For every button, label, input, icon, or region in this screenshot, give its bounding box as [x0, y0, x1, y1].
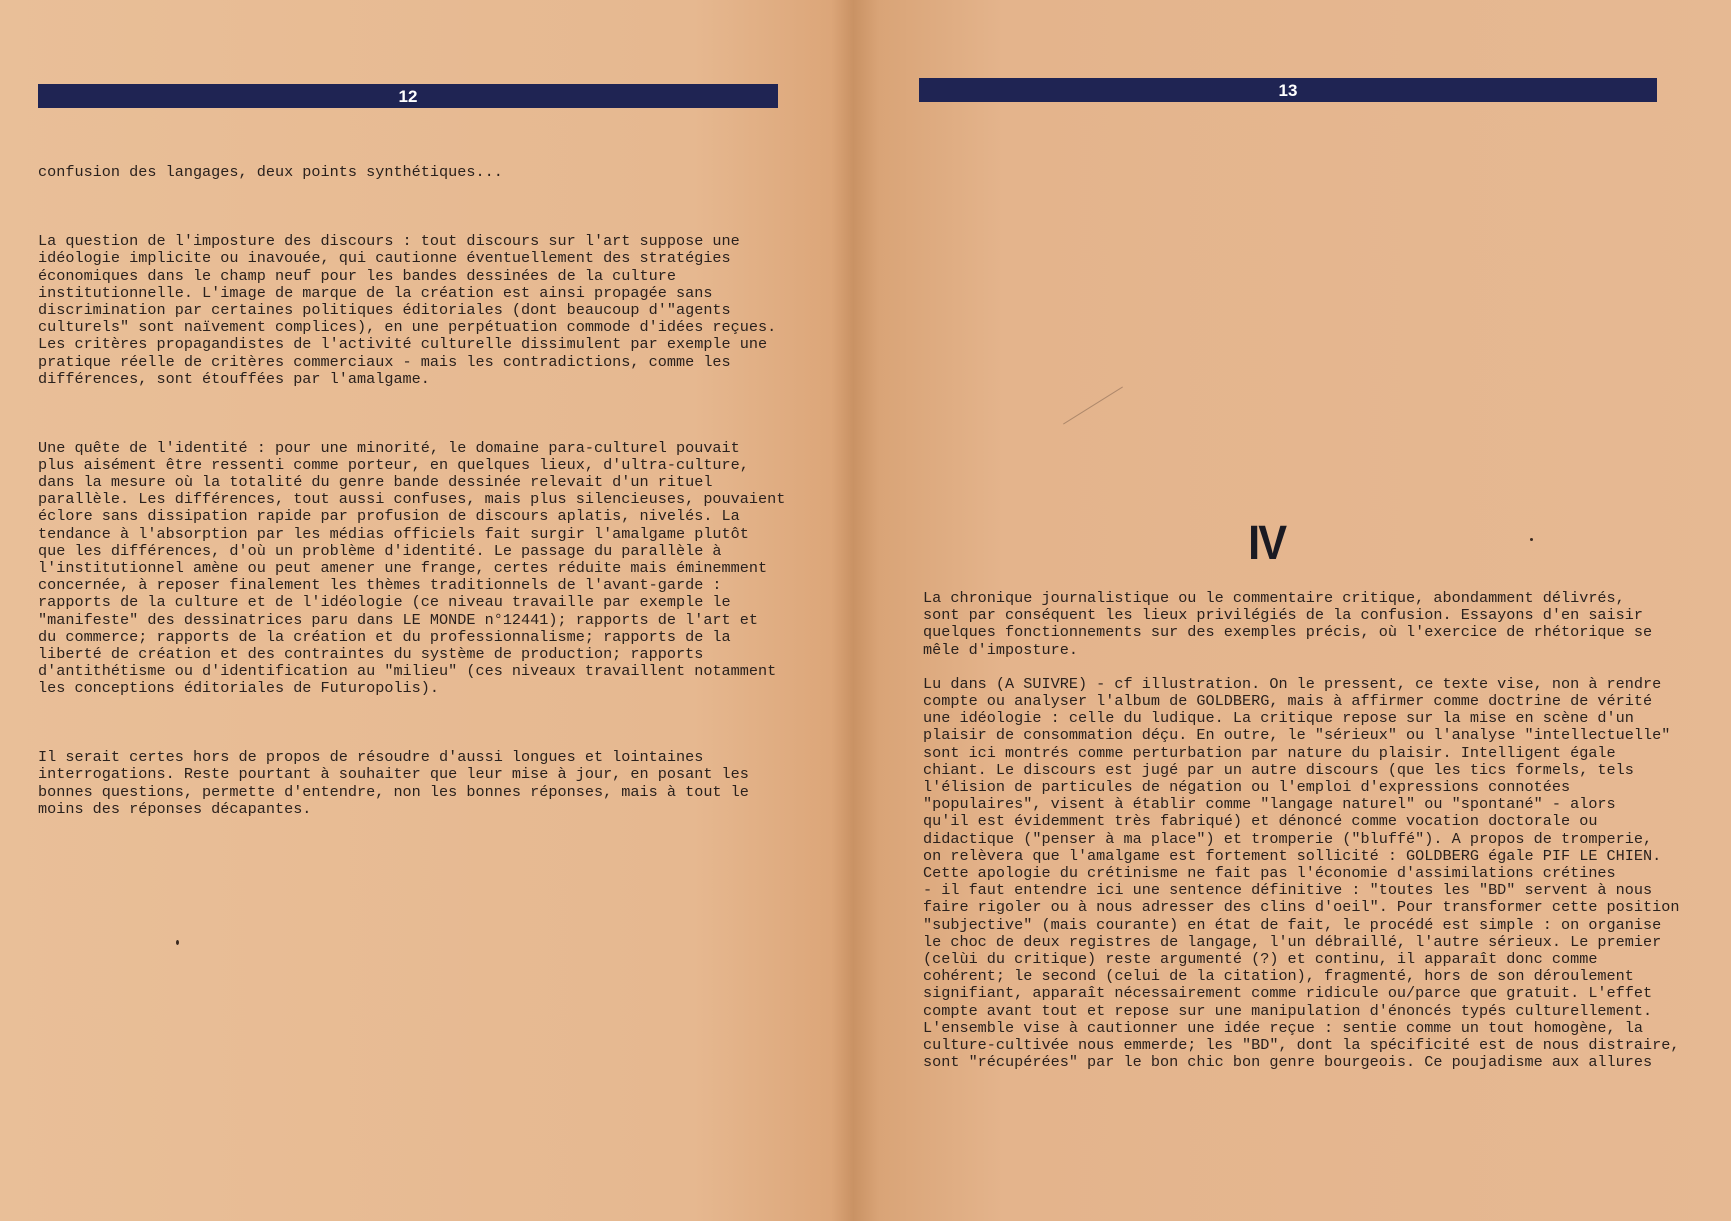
page-13 — [848, 0, 1731, 1221]
paper-speck — [176, 940, 179, 945]
paper-speck — [1530, 538, 1533, 541]
paper-scratch — [1063, 387, 1123, 425]
paragraph-identite: Une quête de l'identité : pour une minorité, le domaine para-culturel pouvait plus aisément être ressenti comme porteur, en quelques lieux, d'ultra-culture, dans la mesure où la totalité du genre bande dessinée relevait d'un rituel parallèle. Les différences, tout aussi confuses, mais plus silencieuses, pouvaient éclore sans dissipation rapide par profusion de discours aplatis, nivelés. La tendance à l'absorption par les médias officiels fait surgir l'amalgame plutôt que les différences, d'où un problème d'identité. Le passage du parallèle à l'institutionnel amène ou peut amener une frange, certes réduite mais éminemment concernée, à reposer finalement les thèmes traditionnels de l'avant-garde : rapports de la culture et de l'idéologie (ce niveau travaille par exemple le "manifeste" des dessinatrices paru dans LE MONDE n°12441); rapports de l'art et du commerce; rapports de la création et du professionnalisme; rapports de la liberté de création et des contraintes du système de production; rapports d'antithétisme ou d'identification au "milieu" (ces niveaux travaillent notamment les conceptions éditoriales de Futuropolis). — [38, 438, 786, 698]
page-header-bar — [919, 78, 1657, 102]
paragraph-conclusion: Il serait certes hors de propos de résoudre d'aussi longues et lointaines interrogations. Reste pourtant à souhaiter que leur mise à jour, en posant les bonnes questions, permette d'entendre, non les bonnes réponses, mais à tout le moins des réponses décapantes. — [38, 748, 749, 818]
page-12 — [0, 0, 845, 1221]
paragraph-imposture: La question de l'imposture des discours : tout discours sur l'art suppose une idéologie implicite ou inavouée, qui cautionne éventuellement des stratégies économiques dans le champ neuf pour les bandes dessinées de la culture institutionnelle. L'image de marque de la création est ainsi propagée sans discrimination par certaines politiques éditoriales (dont beaucoup d'"agents culturels" sont naïvement complices), en une perpétuation commode d'idées reçues. Les critères propagandistes de l'activité culturelle dissimulent par exemple une pratique réelle de critères commerciaux - mais les contradictions, comme les différences, sont étouffées par l'amalgame. — [38, 232, 777, 388]
paragraph-lu-dans-head: Lu dans (A SUIVRE) - cf illustration. On le pressent, ce texte vise, non à rendre — [923, 675, 1662, 693]
paragraph-lu-dans: compte ou analyser l'album de GOLDBERG, mais à affirmer comme doctrine de vérité une idéologie : celle du ludique. La critique repose sur la mise en scène d'un plaisir de consommation déçu. En outre, le "sérieux" ou l'analyse "intellectuelle" sont ici montrés comme perturbation par nature du plaisir. Intelligent égale chiant. Le discours est jugé par un autre discours (que les tics formels, tels l'élision de particules de négation ou l'emploi d'expressions connotées "populaires", visent à établir comme "langage naturel" ou "spontané" - alors qu'il est évidemment très fabriqué) et dénoncé comme vocation doctorale ou didactique ("penser à ma place") et tromperie ("bluffé"). A propos de tromperie, on relèvera que l'amalgame est fortement sollicité : GOLDBERG égale PIF LE CHIEN. Cette apologie du crétinisme ne fait pas l'économie d'assimilations crétines - il faut entendre ici une sentence définitive : "toutes les "BD" servent à nous faire rigoler ou à nous adresser des clins d'oeil". Pour transformer cette position "subjective" (mais courante) en état de fait, le procédé est simple : on organise le choc de deux registres de langage, l'un débraillé, l'autre sérieux. Le premier (celùi du critique) reste argumenté (?) et continu, il apparaît donc comme cohérent; le second (celui de la citation), fragmenté, hors de son déroulement signifiant, apparaît nécessairement comme ridicule ou/parce que gratuit. L'effet compte avant tout et repose sur une manipulation d'énoncés typés culturellement. L'ensemble vise à cautionner une idée reçue : sentie comme un tout homogène, la culture-cultivée nous emmerde; les "BD", dont la spécificité est de nous distraire, sont "récupérées" par le bon chic bon genre bourgeois. Ce poujadisme aux allures — [923, 692, 1680, 1072]
page-12-body — [38, 130, 785, 870]
paragraph-intro: confusion des langages, deux points synthétiques... — [38, 163, 503, 182]
page-number: 12 — [398, 87, 418, 106]
page-header-bar — [38, 84, 778, 108]
section-numeral: IV — [1248, 517, 1286, 570]
page-number: 13 — [1278, 81, 1298, 100]
paragraph-chronique: La chronique journalistique ou le commentaire critique, abondamment délivrés, sont par conséquent les lieux privilégiés de la confusion. Essayons d'en saisir quelques fonctionnements sur des exemples précis, où l'exercice de rhétorique se mêle d'imposture. — [923, 589, 1653, 659]
